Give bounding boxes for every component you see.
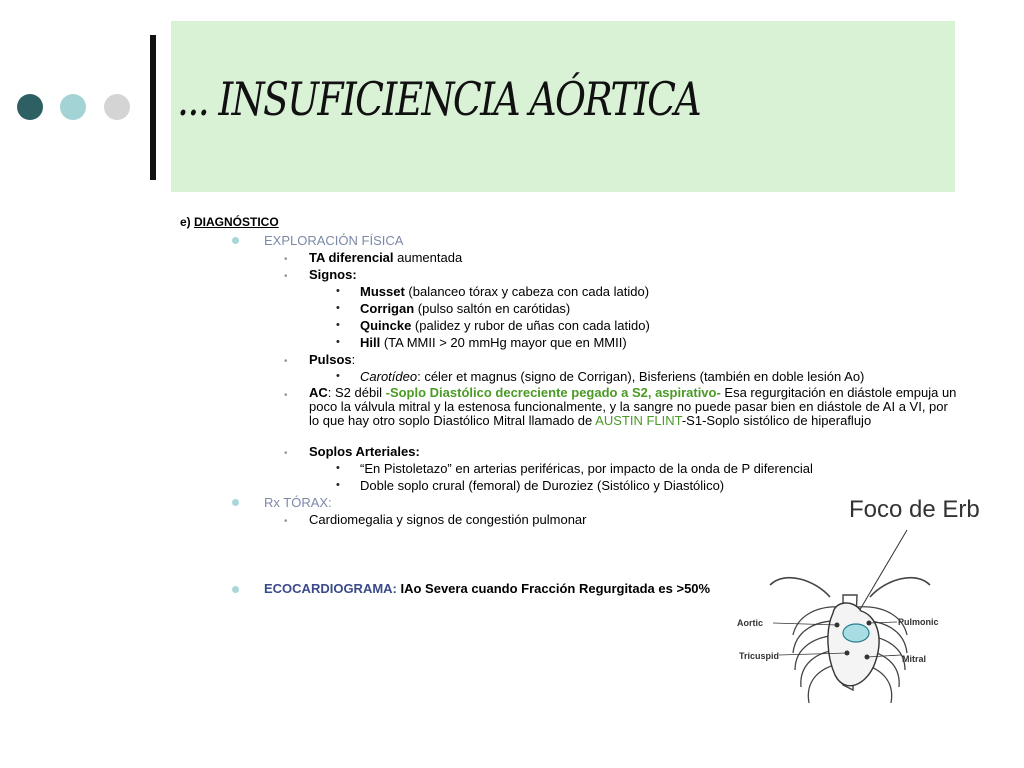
left-shoulder [770, 578, 830, 597]
eco-item: ECOCARDIOGRAMA: IAo Severa cuando Fracción Regurgitada es >50% [264, 581, 711, 596]
bullet-pistoletazo: • [336, 462, 340, 474]
chest-auscultation-diagram [735, 525, 965, 715]
bullet-ac: • [284, 390, 288, 401]
slide-title: ... INSUFICIENCIA AÓRTICA [177, 72, 700, 126]
bullet-cardiomegalia: • [284, 516, 288, 527]
bullet-signos: • [284, 271, 288, 282]
bullet-pulsos: • [284, 356, 288, 367]
bullet-corrigan: • [336, 302, 340, 314]
section-heading [180, 215, 279, 230]
foco-de-erb-callout: Foco de Erb [849, 496, 980, 523]
bullet-hill: • [336, 336, 340, 348]
section-prefix: e) [180, 215, 195, 229]
erb-focus-marker [843, 624, 869, 642]
bullet-eco [232, 586, 239, 593]
pulmonic-label: Pulmonic [898, 617, 939, 627]
signos-label: Signos: [309, 267, 357, 282]
soplos-label: Soplos Arteriales: [309, 444, 420, 459]
bullet-ta: • [284, 254, 288, 265]
bullet-soplos: • [284, 448, 288, 459]
aortic-label: Aortic [737, 618, 764, 628]
bullet-rx [232, 499, 239, 506]
bullet-duroziez: • [336, 479, 340, 491]
rx-label: Rx TÓRAX: [264, 495, 332, 510]
bullet-carotideo: • [336, 370, 340, 382]
section-label: DIAGNÓSTICO [194, 215, 279, 229]
rx-item: Cardiomegalia y signos de congestión pulmonar [309, 512, 587, 527]
callout-pointer [858, 530, 907, 613]
pulso-carotideo: Carotídeo: céler et magnus (signo de Corrigan), Bisferiens (también en doble lesión Ao) [360, 369, 865, 384]
mitral-label: Mitral [902, 654, 927, 664]
ac-paragraph: AC: S2 débil -Soplo Diastólico decreciente pegado a S2, aspirativo- Esa regurgitación en diástole empuja un poco la válvula mitral y la estenosa funcionalmente, y la sangre no puede pasar bien en diástole de AI a VI, por lo que hay otro soplo Diastólico Mitral llamado de AUSTIN FLINT-S1-Soplo sistólico de hiperaflujo [309, 385, 957, 428]
bullet-musset: • [336, 285, 340, 297]
tricuspid-label: Tricuspid [739, 651, 780, 661]
heart-outline [828, 603, 879, 686]
bullet-exploracion [232, 237, 239, 244]
soplo-pistoletazo: “En Pistoletazo” en arterias periféricas, por impacto de la onda de P diferencial [360, 461, 813, 476]
right-shoulder [870, 578, 930, 597]
signo-hill: Hill (TA MMII > 20 mmHg mayor que en MMII) [360, 335, 627, 350]
exploracion-label: EXPLORACIÓN FÍSICA [264, 233, 404, 248]
signo-quincke: Quincke (palidez y rubor de uñas con cada latido) [360, 318, 650, 333]
ta-item: TA diferencial aumentada [309, 250, 463, 265]
signo-musset: Musset (balanceo tórax y cabeza con cada latido) [360, 284, 650, 299]
pulsos-label: Pulsos: [309, 352, 356, 367]
soplo-duroziez: Doble soplo crural (femoral) de Duroziez (Sistólico y Diastólico) [360, 478, 725, 493]
signo-corrigan: Corrigan (pulso saltón en carótidas) [360, 301, 571, 316]
bullet-quincke: • [336, 319, 340, 331]
